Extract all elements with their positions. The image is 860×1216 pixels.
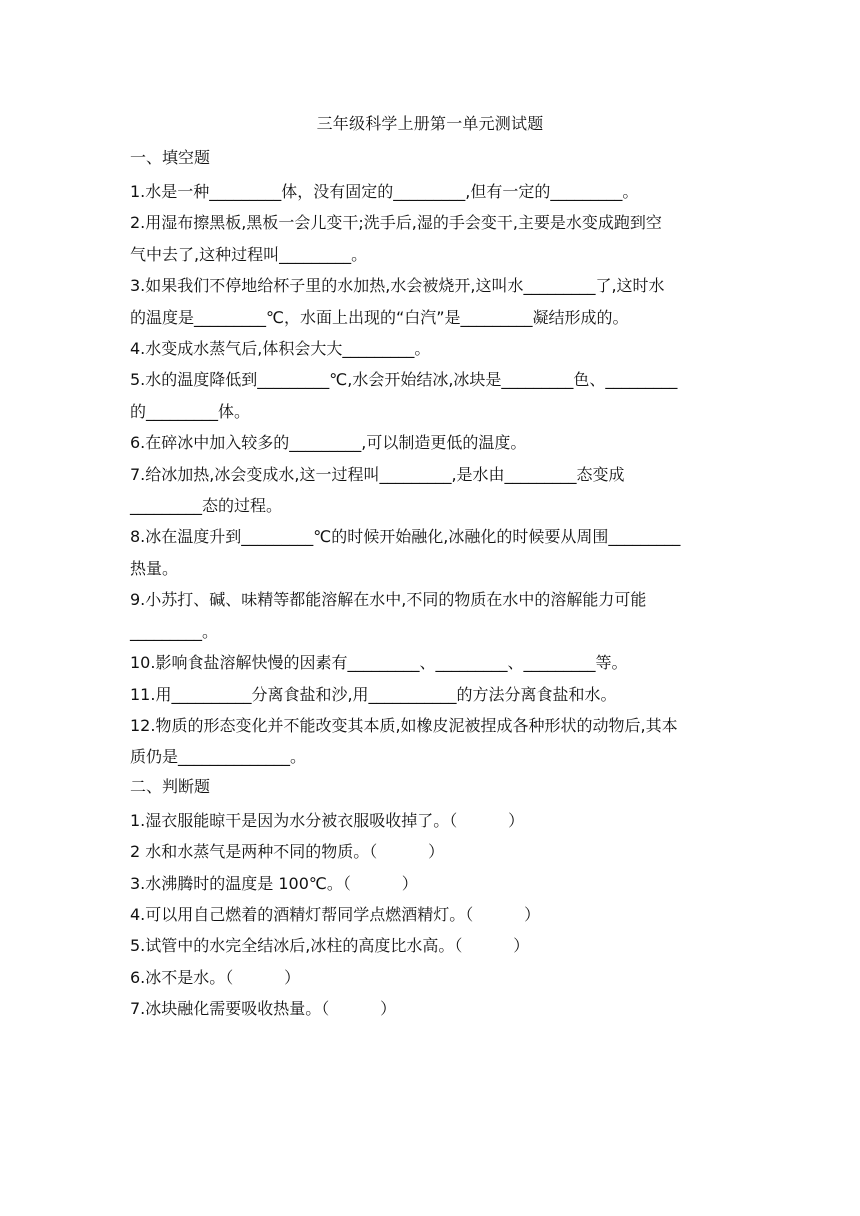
- true-false-item: 1.湿衣服能晾干是因为水分被衣服吸收掉了。（ ）: [130, 810, 525, 830]
- fill-in-line: 9.小苏打、碱、味精等都能溶解在水中,不同的物质在水中的溶解能力可能: [130, 590, 647, 610]
- section-heading-fill-in: 一、填空题: [130, 148, 211, 167]
- true-false-item: 2 水和水蒸气是两种不同的物质。（ ）: [130, 842, 445, 862]
- true-false-section: [130, 773, 730, 1025]
- fill-in-line: 1.水是一种_________体，没有固定的_________,但有一定的_________。: [130, 182, 639, 201]
- fill-in-line: _________态的过程。: [130, 496, 283, 516]
- fill-in-line: 12.物质的形态变化并不能改变其本质,如橡皮泥被捏成各种形状的动物后,其本: [130, 715, 678, 735]
- fill-in-line: 的温度是_________℃，水面上出现的“白汽”是_________凝结形成的。: [130, 307, 629, 327]
- true-false-item: 4.可以用自己燃着的酒精灯帮同学点燃酒精灯。（ ）: [130, 904, 541, 924]
- fill-in-line: _________。: [130, 621, 219, 641]
- fill-in-line: 3.如果我们不停地给杯子里的水加热,水会被烧开,这叫水_________了,这时水: [130, 276, 665, 296]
- true-false-item: 5.试管中的水完全结冰后,冰柱的高度比水高。（ ）: [130, 936, 530, 956]
- document-content: [130, 110, 730, 1025]
- fill-in-section: [130, 144, 730, 773]
- fill-in-line: 4.水变成水蒸气后,体积会大大_________。: [130, 339, 431, 359]
- fill-in-line: 热量。: [130, 558, 179, 578]
- true-false-item: 6.冰不是水。（ ）: [130, 967, 301, 987]
- fill-in-line: 10.影响食盐溶解快慢的因素有_________、_________、_________等。: [130, 653, 628, 673]
- true-false-item: 7.冰块融化需要吸收热量。（ ）: [130, 999, 397, 1019]
- fill-in-line: 的_________体。: [130, 401, 251, 421]
- document-title: 三年级科学上册第一单元测试题: [316, 114, 544, 133]
- fill-in-line: 8.冰在温度升到_________℃的时候开始融化,冰融化的时候要从周围_________: [130, 527, 681, 547]
- true-false-item: 3.水沸腾时的温度是 100℃。（ ）: [130, 873, 418, 893]
- fill-in-line: 5.水的温度降低到_________℃,水会开始结冰,冰块是_________色、_________: [130, 370, 678, 390]
- fill-in-line: 气中去了,这种过程叫_________。: [130, 244, 368, 264]
- fill-in-line: 11.用__________分离食盐和沙,用___________的方法分离食盐和水。: [130, 684, 617, 704]
- fill-in-line: 质仍是______________。: [130, 747, 307, 767]
- fill-in-line: 6.在碎冰中加入较多的_________,可以制造更低的温度。: [130, 433, 527, 453]
- fill-in-line: 2.用湿布擦黑板,黑板一会儿变干;洗手后,湿的手会变干,主要是水变成跑到空: [130, 213, 662, 233]
- fill-in-line: 7.给冰加热,冰会变成水,这一过程叫_________,是水由_________态变成: [130, 464, 625, 484]
- section-heading-true-false: 二、判断题: [130, 776, 211, 796]
